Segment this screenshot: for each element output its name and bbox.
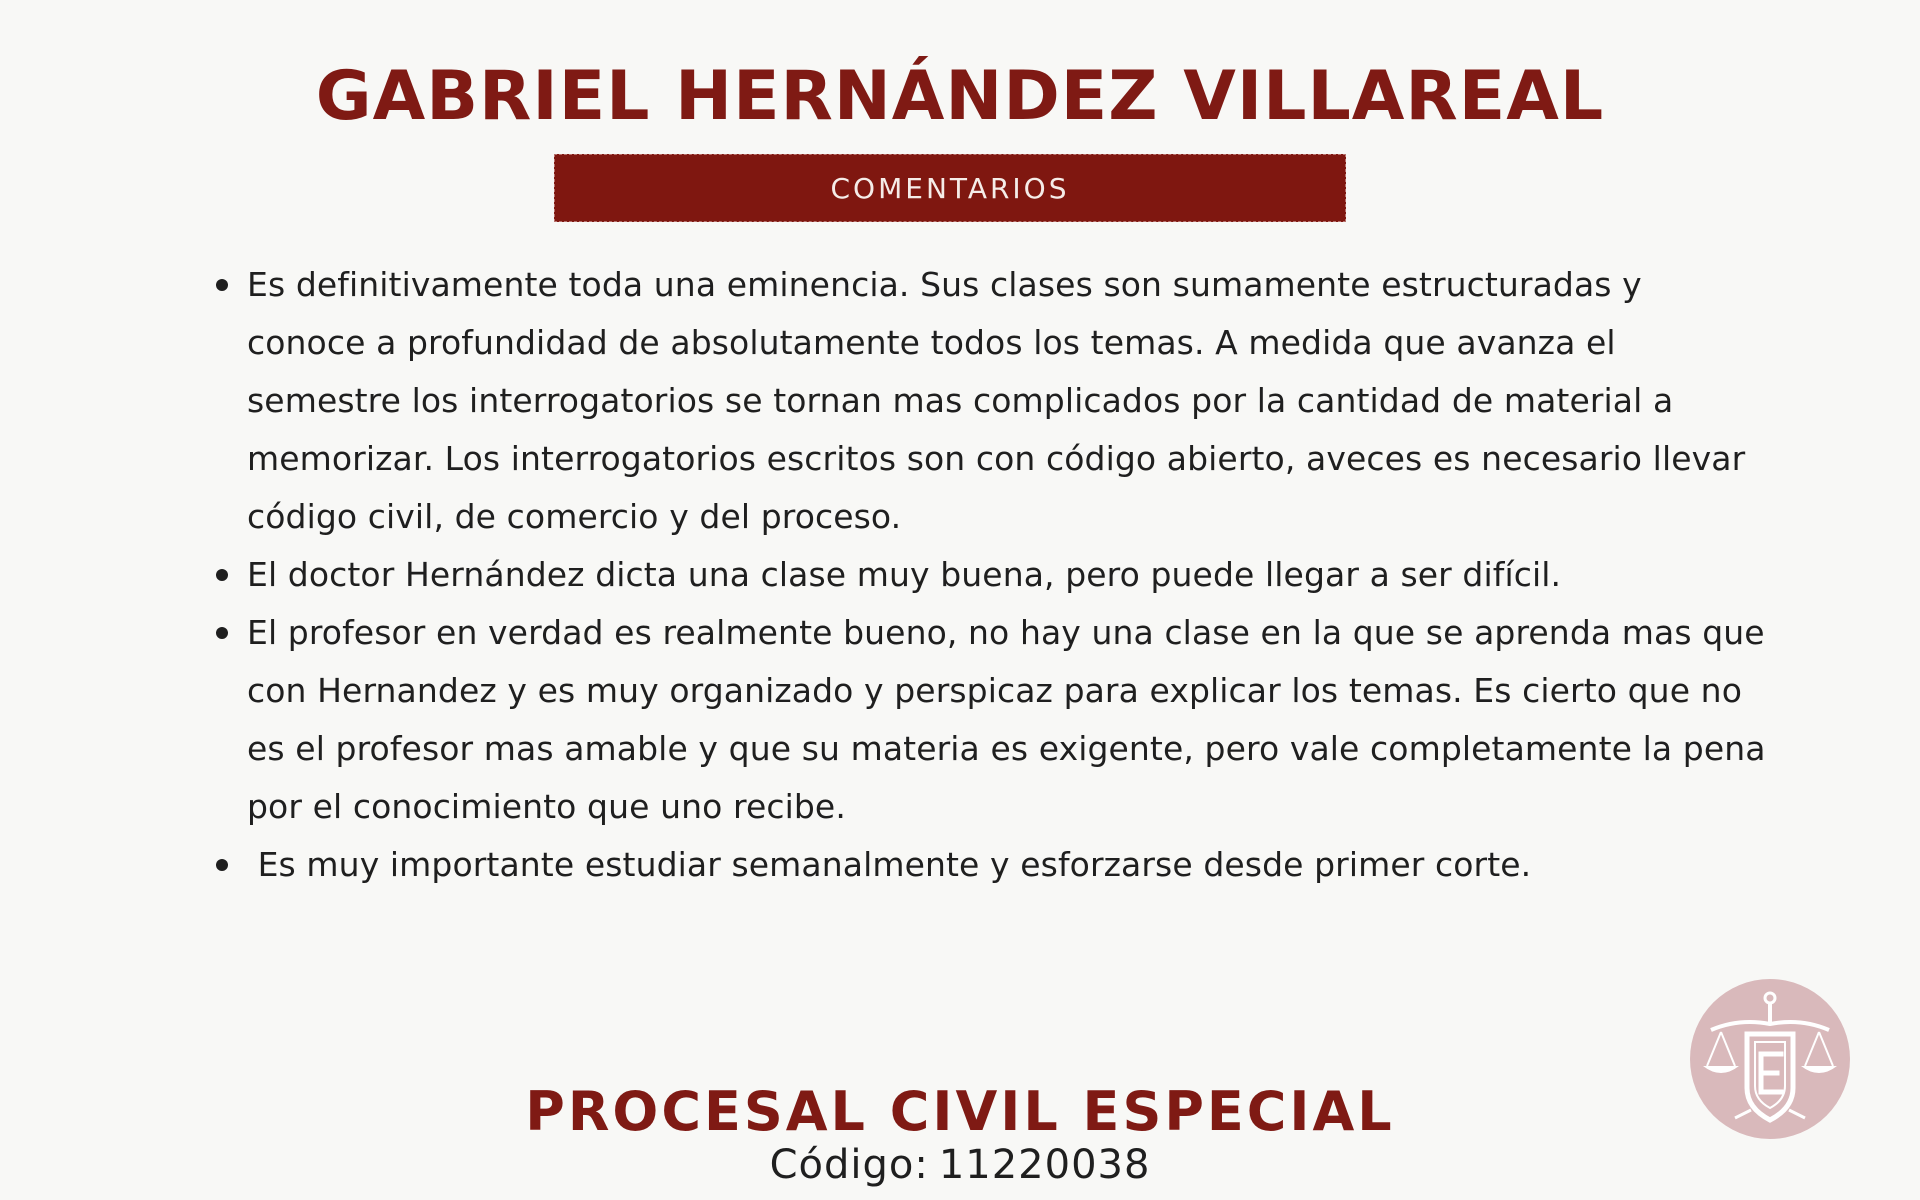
bullet-icon [216, 569, 228, 581]
comment-item [210, 604, 1770, 836]
comment-item [210, 256, 1770, 546]
comments-section-banner [554, 154, 1346, 222]
comment-text: Es definitivamente toda una eminencia. Sus clases son sumamente estructuradas y conoce a profundidad de absolutamente todos los temas. A medida que avanza el semestre los interrogatorios se tornan mas complicados por la cantidad de material a memorizar. Los interrogatorios escritos son con código abierto, aveces es necesario llevar código civil, de comercio y del proceso. [247, 265, 1746, 536]
bullet-icon [216, 859, 228, 871]
comments-list [210, 256, 1770, 894]
bullet-icon [216, 627, 228, 639]
course-code [0, 1138, 1920, 1192]
course-code-value: 11220038 [938, 1142, 1151, 1188]
comment-item [210, 546, 1770, 604]
bullet-icon [216, 279, 228, 291]
comment-text: El doctor Hernández dicta una clase muy buena, pero puede llegar a ser difícil. [247, 555, 1562, 594]
course-title: PROCESAL CIVIL ESPECIAL [525, 1080, 1395, 1143]
comment-text: El profesor en verdad es realmente bueno, no hay una clase en la que se aprenda mas que con Hernandez y es muy organizado y perspicaz para explicar los temas. Es cierto que no es el profesor mas amable y que su materia es exigente, pero vale completamente la pena por el conocimiento que uno recibe. [247, 613, 1766, 826]
scales-of-justice-seal-icon [1689, 978, 1851, 1140]
comment-item [210, 836, 1770, 894]
comment-text: Es muy importante estudiar semanalmente y esforzarse desde primer corte. [247, 845, 1532, 884]
course-code-label: Código: [769, 1142, 929, 1188]
professor-name-title: GABRIEL HERNÁNDEZ VILLAREAL [315, 57, 1605, 136]
comments-section-label: COMENTARIOS [830, 171, 1070, 205]
